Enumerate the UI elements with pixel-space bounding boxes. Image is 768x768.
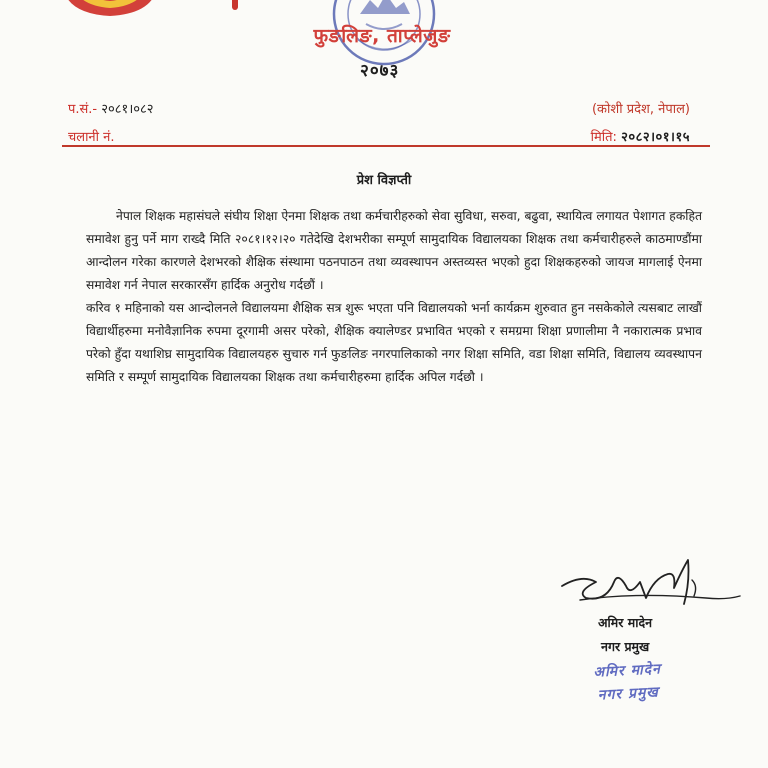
reference-block (68, 96, 154, 152)
signatory-title: नगर प्रमुख (601, 639, 650, 654)
notice-heading: प्रेश विज्ञप्ती (356, 173, 412, 188)
handwritten-signature (556, 552, 744, 620)
date-row (591, 124, 690, 152)
name-stamp (565, 657, 692, 719)
chalani-label: चलानी नं. (68, 130, 115, 145)
ps-value: २०८१।०८२ (101, 102, 154, 117)
date-value: २०८२।०१।१५ (621, 130, 690, 145)
header-divider (62, 145, 710, 147)
letterhead-fragment (232, 0, 238, 10)
notice-paragraph-1: नेपाल शिक्षक महासंघले संघीय शिक्षा ऐनमा शिक्षक तथा कर्मचारीहरुको सेवा सुविधा, सरुवा, बढुवा, स्थायित्व लगायत पेशागत हकहित समावेश हुनु पर्ने माग राख्दै मिति २०८१।१२।२० गतेदेखि देशभरीका सम्पूर्ण सामुदायिक विद्यालयका शिक्षक तथा कर्मचारीहरुले काठमाण्डौंमा आन्दोलन गरेका कारणले देशभरको शैक्षिक संस्थामा पठनपाठन तथा व्यवस्थापन अस्तव्यस्त भएको हुदा शिक्षकहरुको जायज मागलाई ऐनमा समावेश गर्न नेपाल सरकारसँग हार्दिक अनुरोध गर्दछौं । (86, 209, 702, 292)
municipality-emblem-icon (62, 0, 158, 18)
stamp-title: नगर प्रमुख (597, 684, 660, 704)
ps-label: प.सं.- (68, 102, 98, 117)
province-label: (कोशी प्रदेश, नेपाल) (591, 102, 690, 117)
chalani-row (68, 124, 154, 152)
date-label: मिति: (590, 130, 617, 145)
stamp-name: अमिर मादेन (592, 661, 662, 681)
signatory-name: अमिर मादेन (598, 615, 653, 630)
province-date-block (591, 96, 690, 152)
seal-year: २०७३ (360, 61, 400, 81)
ps-row (68, 96, 154, 124)
notice-paragraph-2: करिव १ महिनाको यस आन्दोलनले विद्यालयमा शैक्षिक सत्र शुरू भएता पनि विद्यालयको भर्ना कार्यक्रम शुरुवात हुन नसकेकोले त्यसबाट लाखौं विद्यार्थीहरुमा मनोवैज्ञानिक रुपमा दूरगामी असर परेको, शैक्षिक क्यालेण्डर प्रभावित भएको र समग्रमा शिक्षा प्रणालीमा नै नकारात्मक प्रभाव परेको हुँदा यथाशिघ्र सामुदायिक विद्यालयहरु सुचारु गर्न फुङलिङ नगरपालिकाको नगर शिक्षा समिति, वडा शिक्षा समिति, विद्यालय व्यवस्थापन समिति र सम्पूर्ण सामुदायिक विद्यालयका शिक्षक तथा कर्मचारीहरुमा हार्दिक अपिल गर्दछौ । (86, 301, 702, 384)
municipality-name: फुङलिङ, ताप्लेजुङ (313, 25, 451, 47)
